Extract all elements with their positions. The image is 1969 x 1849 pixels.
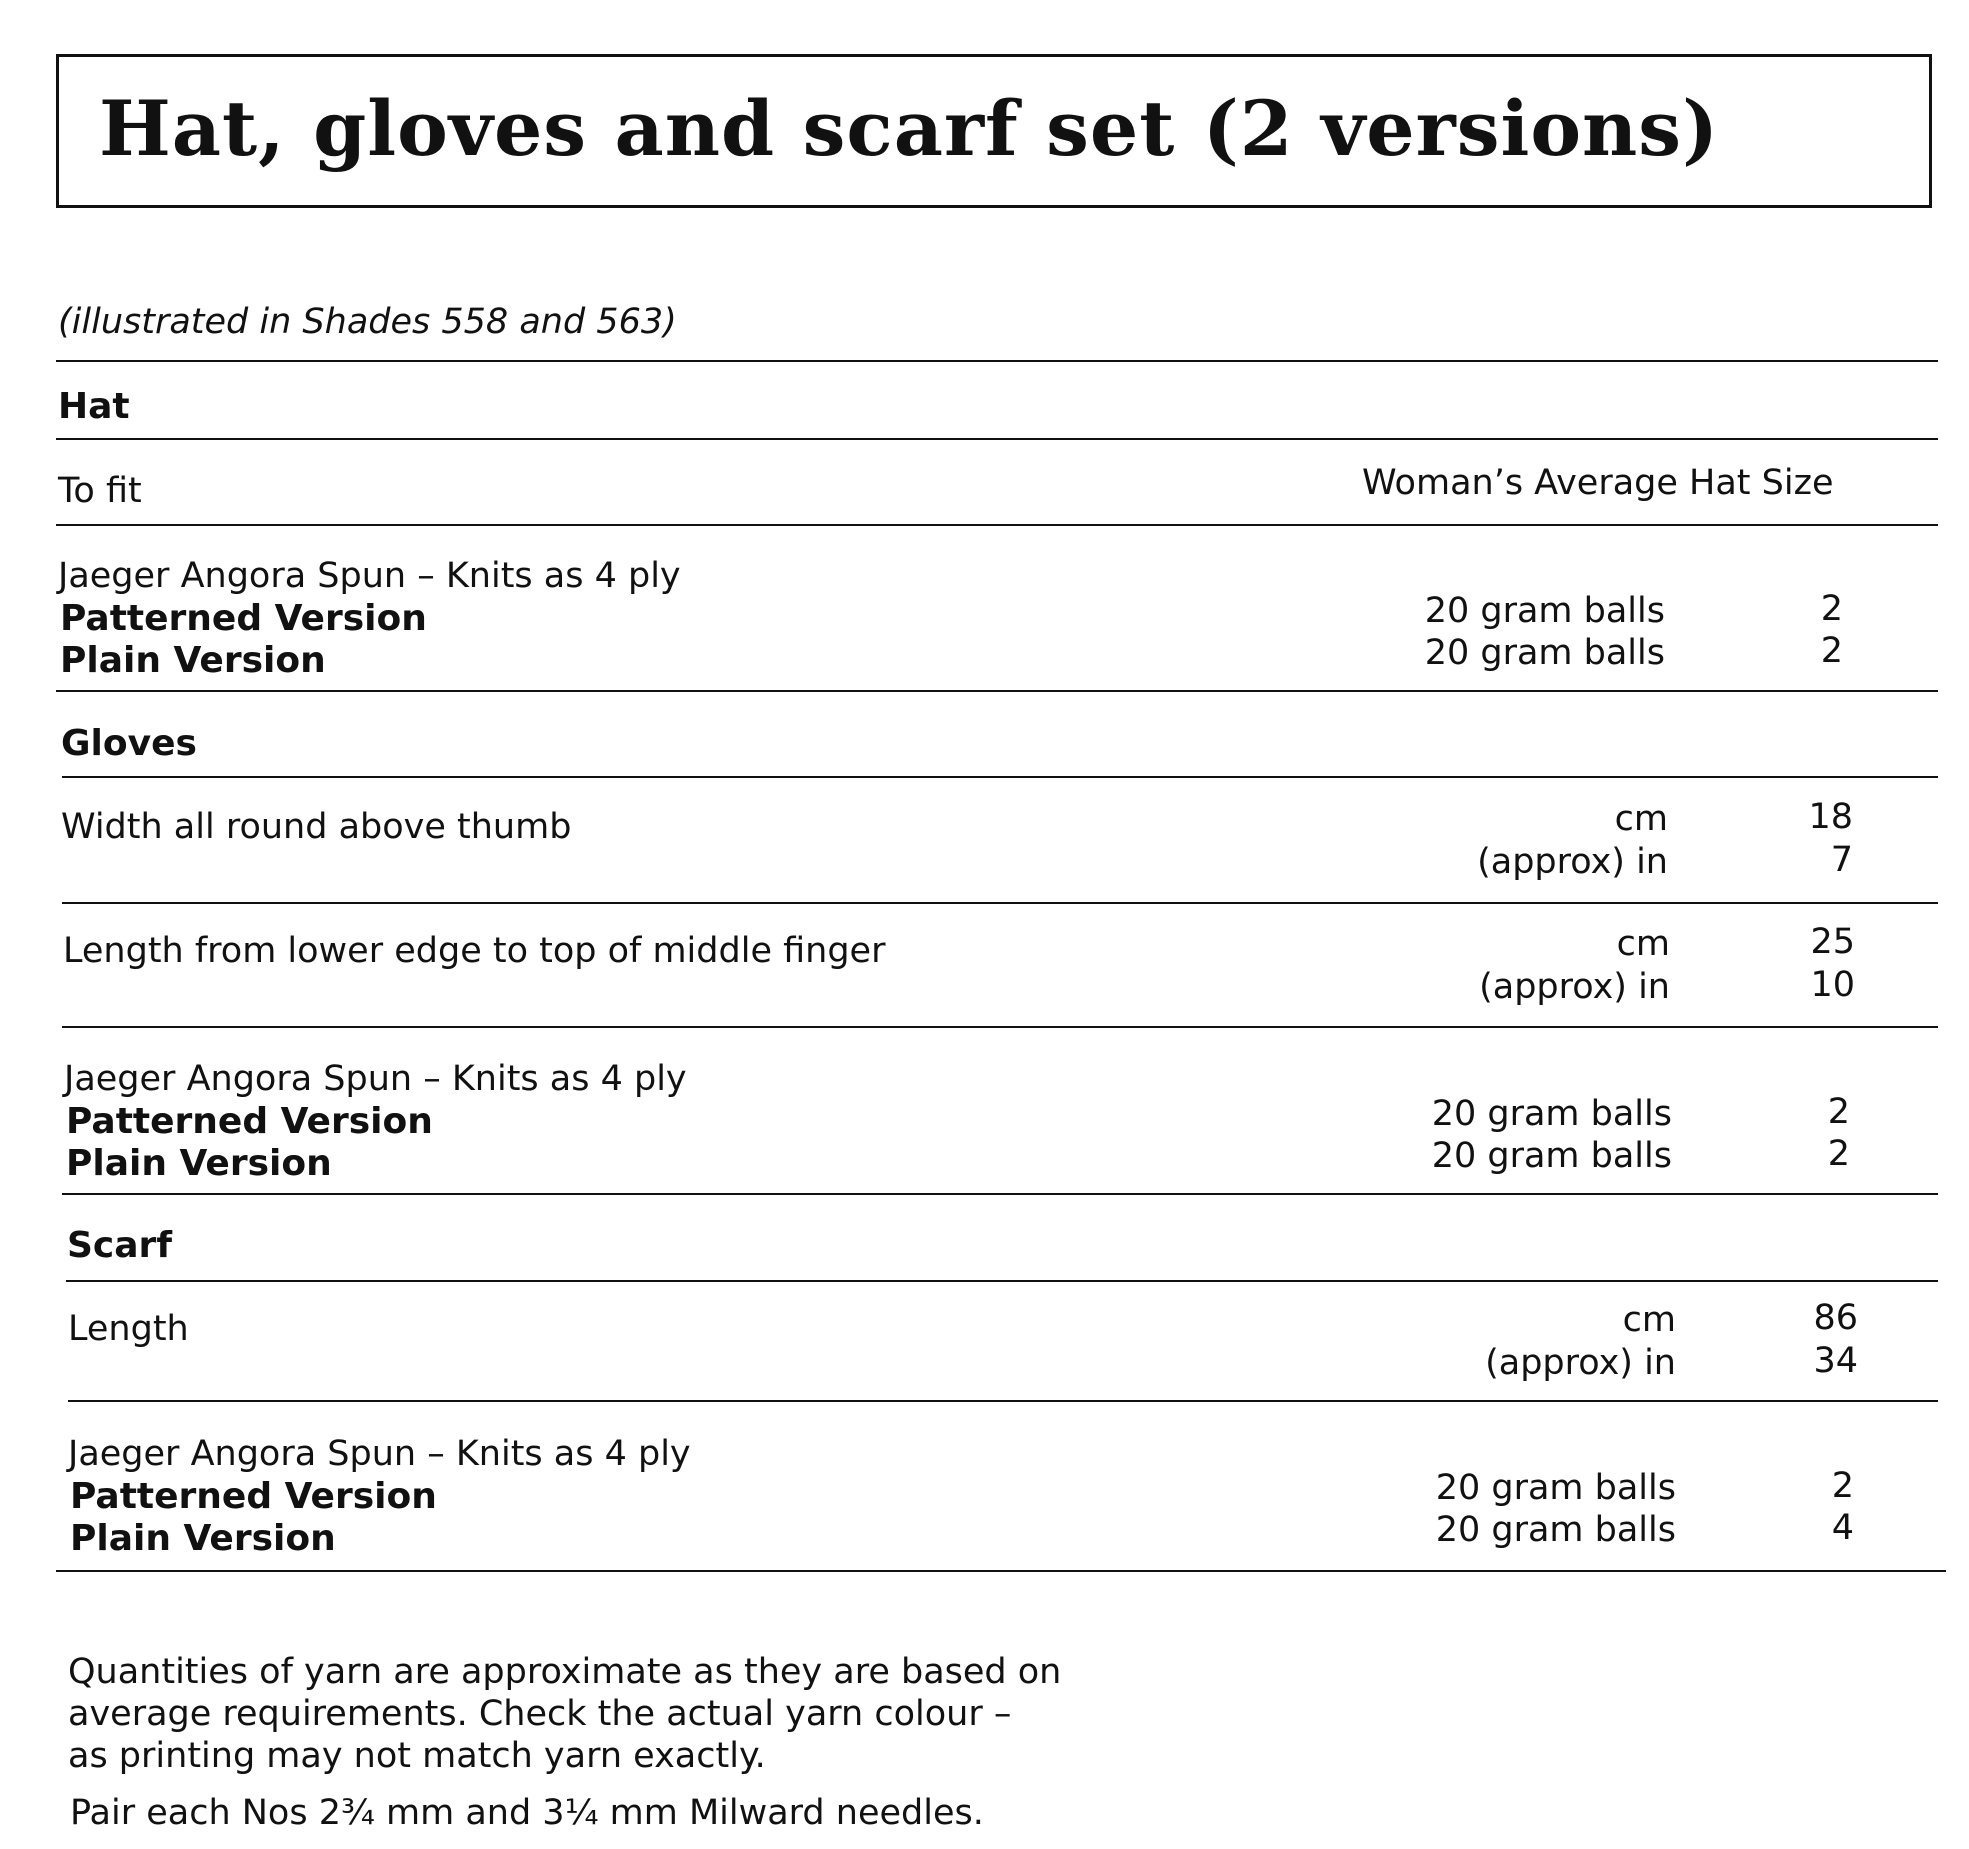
scarf-plain-qty: 4 bbox=[1831, 1508, 1854, 1548]
hat-heading: Hat bbox=[58, 386, 130, 427]
gloves-width-unit-in: (approx) in bbox=[1477, 842, 1668, 882]
scarf-patterned-label: Patterned Version bbox=[70, 1476, 437, 1517]
hat-patterned-unit: 20 gram balls bbox=[1424, 591, 1665, 631]
divider bbox=[62, 902, 1938, 904]
divider bbox=[56, 690, 1938, 692]
scarf-plain-unit: 20 gram balls bbox=[1435, 1510, 1676, 1550]
needles-note: Pair each Nos 2¾ mm and 3¼ mm Milward needles. bbox=[70, 1793, 984, 1833]
gloves-width-in: 7 bbox=[1830, 840, 1853, 880]
hat-plain-unit: 20 gram balls bbox=[1424, 633, 1665, 673]
divider bbox=[68, 1400, 1938, 1402]
divider bbox=[56, 524, 1938, 526]
page-title: Hat, gloves and scarf set (2 versions) bbox=[99, 84, 1720, 173]
gloves-patterned-unit: 20 gram balls bbox=[1431, 1094, 1672, 1134]
gloves-patterned-label: Patterned Version bbox=[66, 1101, 433, 1142]
divider bbox=[56, 360, 1938, 362]
gloves-width-cm: 18 bbox=[1808, 797, 1853, 837]
title-box bbox=[56, 54, 1932, 208]
scarf-length-cm: 86 bbox=[1813, 1298, 1858, 1338]
notes-line-2: average requirements. Check the actual yarn colour – bbox=[68, 1694, 1012, 1734]
notes-line-3: as printing may not match yarn exactly. bbox=[68, 1736, 766, 1776]
gloves-plain-unit: 20 gram balls bbox=[1431, 1136, 1672, 1176]
divider bbox=[66, 1280, 1938, 1282]
hat-to-fit-value: Woman’s Average Hat Size bbox=[1362, 463, 1834, 503]
scarf-length-in: 34 bbox=[1813, 1341, 1858, 1381]
gloves-length-unit-cm: cm bbox=[1616, 924, 1670, 964]
gloves-length-unit-in: (approx) in bbox=[1479, 967, 1670, 1007]
subtitle: (illustrated in Shades 558 and 563) bbox=[58, 302, 677, 342]
divider bbox=[62, 1026, 1938, 1028]
gloves-patterned-qty: 2 bbox=[1827, 1092, 1850, 1132]
hat-to-fit-label: To fit bbox=[58, 471, 142, 511]
gloves-length-cm: 25 bbox=[1810, 922, 1855, 962]
scarf-length-label: Length bbox=[68, 1309, 189, 1349]
hat-plain-qty: 2 bbox=[1820, 631, 1843, 671]
gloves-length-label: Length from lower edge to top of middle finger bbox=[63, 931, 886, 971]
scarf-patterned-unit: 20 gram balls bbox=[1435, 1468, 1676, 1508]
gloves-plain-qty: 2 bbox=[1827, 1134, 1850, 1174]
scarf-plain-label: Plain Version bbox=[70, 1518, 336, 1559]
scarf-length-unit-cm: cm bbox=[1622, 1300, 1676, 1340]
hat-patterned-label: Patterned Version bbox=[60, 598, 427, 639]
hat-patterned-qty: 2 bbox=[1820, 589, 1843, 629]
gloves-width-unit-cm: cm bbox=[1614, 799, 1668, 839]
gloves-width-label: Width all round above thumb bbox=[61, 807, 572, 847]
divider bbox=[56, 1570, 1946, 1572]
hat-yarn-label: Jaeger Angora Spun – Knits as 4 ply bbox=[58, 556, 681, 596]
divider bbox=[62, 776, 1938, 778]
scarf-heading: Scarf bbox=[67, 1225, 172, 1266]
gloves-heading: Gloves bbox=[61, 723, 197, 764]
divider bbox=[56, 438, 1938, 440]
scarf-length-unit-in: (approx) in bbox=[1485, 1343, 1676, 1383]
hat-plain-label: Plain Version bbox=[60, 640, 326, 681]
notes-line-1: Quantities of yarn are approximate as they are based on bbox=[68, 1652, 1062, 1692]
divider bbox=[62, 1193, 1938, 1195]
gloves-yarn-label: Jaeger Angora Spun – Knits as 4 ply bbox=[64, 1059, 687, 1099]
scarf-patterned-qty: 2 bbox=[1831, 1466, 1854, 1506]
scarf-yarn-label: Jaeger Angora Spun – Knits as 4 ply bbox=[68, 1434, 691, 1474]
gloves-length-in: 10 bbox=[1810, 965, 1855, 1005]
gloves-plain-label: Plain Version bbox=[66, 1143, 332, 1184]
